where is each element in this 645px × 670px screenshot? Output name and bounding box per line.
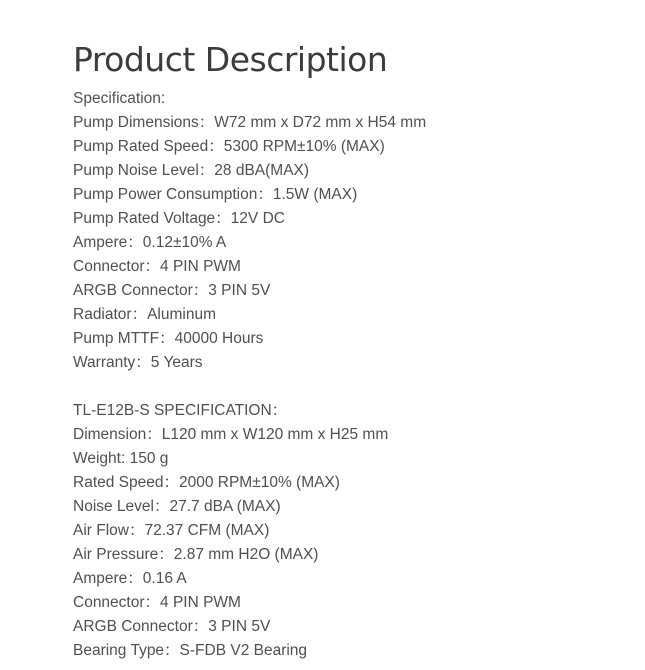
pump-rated-voltage: Pump Rated Voltage：12V DC xyxy=(73,210,285,227)
fan-connector: Connector：4 PIN PWM xyxy=(73,594,241,611)
pump-noise-level: Pump Noise Level：28 dBA(MAX) xyxy=(73,162,310,179)
pump-warranty: Warranty：5 Years xyxy=(73,354,203,371)
fan-spec-heading: TL-E12B-S SPECIFICATION： xyxy=(73,402,288,419)
pump-rated-speed: Pump Rated Speed：5300 RPM±10% (MAX) xyxy=(73,138,385,155)
fan-noise-level: Noise Level：27.7 dBA (MAX) xyxy=(73,498,281,515)
pump-power-consumption: Pump Power Consumption：1.5W (MAX) xyxy=(73,186,358,203)
pump-radiator: Radiator：Aluminum xyxy=(73,306,216,323)
pump-connector: Connector：4 PIN PWM xyxy=(73,258,241,275)
pump-mttf: Pump MTTF：40000 Hours xyxy=(73,330,264,347)
fan-ampere: Ampere：0.16 A xyxy=(73,570,187,587)
page-title: Product Description xyxy=(73,40,388,79)
fan-air-pressure: Air Pressure：2.87 mm H2O (MAX) xyxy=(73,546,319,563)
pump-dimensions: Pump Dimensions：W72 mm x D72 mm x H54 mm xyxy=(73,114,427,131)
pump-ampere: Ampere：0.12±10% A xyxy=(73,234,227,251)
fan-dimension: Dimension：L120 mm x W120 mm x H25 mm xyxy=(73,426,389,443)
fan-rated-speed: Rated Speed：2000 RPM±10% (MAX) xyxy=(73,474,340,491)
fan-bearing-type: Bearing Type：S-FDB V2 Bearing xyxy=(73,642,308,659)
specification-list xyxy=(73,87,426,663)
fan-argb-connector: ARGB Connector：3 PIN 5V xyxy=(73,618,271,635)
pump-spec-heading: Specification: xyxy=(73,90,166,107)
section-spacer xyxy=(73,375,426,399)
pump-argb-connector: ARGB Connector：3 PIN 5V xyxy=(73,282,271,299)
fan-weight: Weight: 150 g xyxy=(73,450,169,467)
fan-air-flow: Air Flow：72.37 CFM (MAX) xyxy=(73,522,270,539)
